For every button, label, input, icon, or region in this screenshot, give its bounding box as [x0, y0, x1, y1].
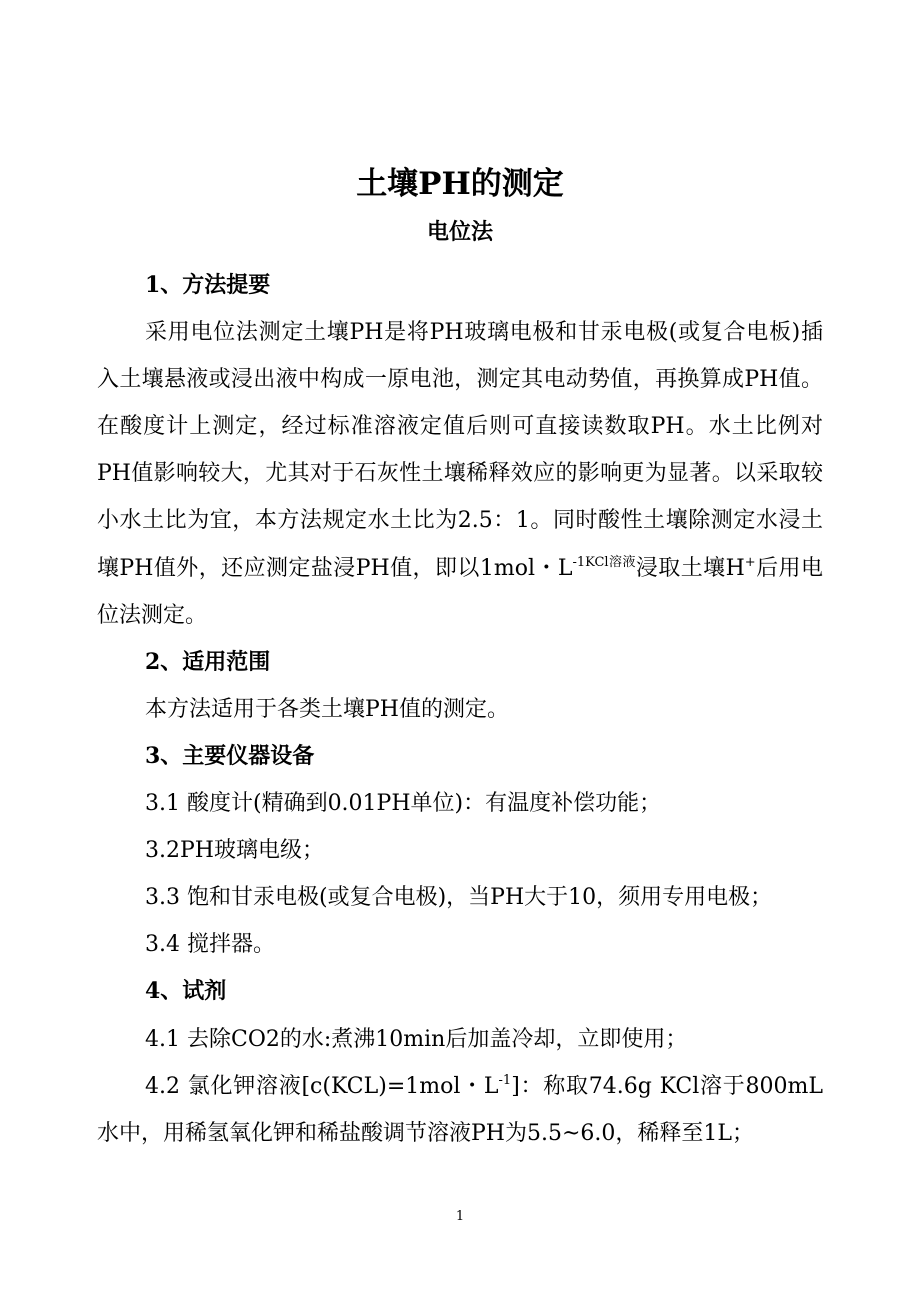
section-1-superscript-a: -1KCl溶液 — [572, 554, 636, 570]
section-3-item: 3.1 酸度计(精确到0.01PH单位)：有温度补偿功能； — [145, 791, 662, 817]
section-1-heading: 1、方法提要 — [145, 272, 271, 298]
section-1-text-c: 后用电位法测定。 — [97, 555, 823, 628]
section-4-item-2 — [97, 1063, 823, 1157]
section-1-text-b: 浸取土壤H — [635, 555, 745, 581]
section-4-item-2-superscript: -1 — [498, 1072, 512, 1088]
section-3-item: 3.4 搅拌器。 — [145, 932, 275, 958]
page-title: 土壤PH的测定 — [356, 166, 564, 202]
document-body — [97, 262, 823, 1157]
section-4-item-2-text-a: 4.2 氯化钾溶液[c(KCL)=1mol・L — [145, 1073, 499, 1099]
section-3-item: 3.3 饱和甘汞电极(或复合电极)，当PH大于10，须用专用电极； — [145, 885, 773, 911]
section-2-paragraph: 本方法适用于各类土壤PH值的测定。 — [145, 696, 509, 722]
section-1-superscript-b: + — [744, 554, 756, 570]
section-3-item: 3.2PH玻璃电级； — [145, 838, 324, 864]
section-4-heading: 4、试剂 — [145, 978, 227, 1005]
section-2-heading: 2、适用范围 — [145, 648, 271, 675]
page-subtitle: 电位法 — [426, 219, 493, 245]
section-1-text-a: 采用电位法测定土壤PH是将PH玻璃电极和甘汞电极(或复合电板)插入土壤悬液或浸出液中构成一原电池，测定其电动势值，再换算成PH值。在酸度计上测定，经过标准溶液定值后则可直接读数取PH。水土比例对PH值影响较大，尤其对于石灰性土壤稀释效应的影响更为显著。以采取较小水土比为宜，本方法规定水土比为2.5：1。同时酸性土壤除测定水浸土壤PH值外，还应测定盐浸PH值，即以1mol・L — [97, 320, 823, 581]
section-4-item-1: 4.1 去除CO2的水:煮沸10min后加盖冷却，立即使用； — [145, 1026, 688, 1052]
section-1-paragraph — [97, 309, 823, 639]
section-4-item-2-text-b: ]：称取74.6g KCl溶于800mL水中，用稀氢氧化钾和稀盐酸调节溶液PH为5.5~6.0，稀释至1L； — [97, 1073, 823, 1146]
page-number: 1 — [455, 1209, 465, 1224]
section-3-heading: 3、主要仪器设备 — [145, 742, 315, 769]
